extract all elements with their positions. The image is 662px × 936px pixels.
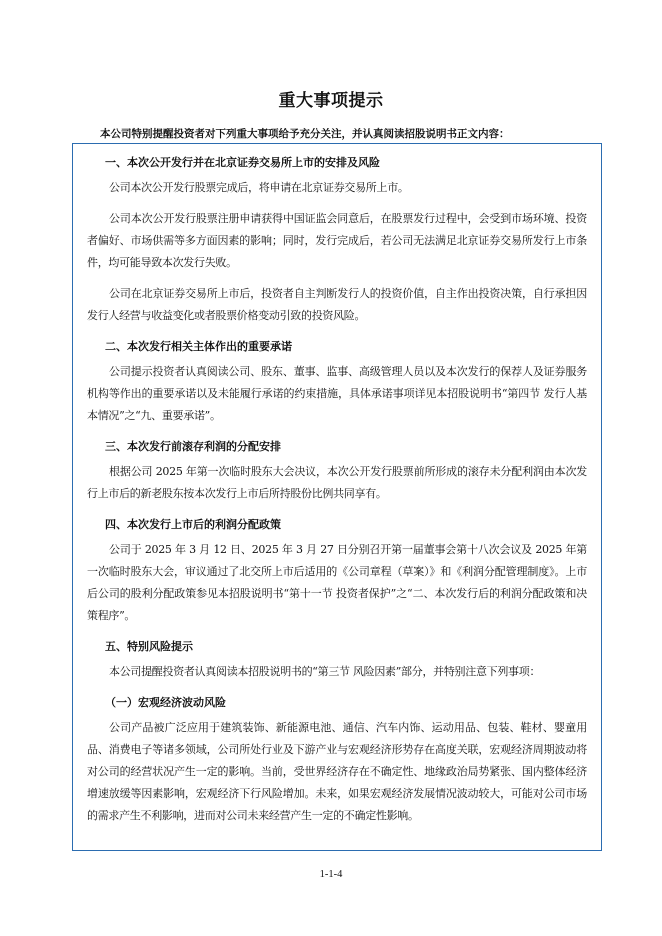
section-heading-5: 五、特别风险提示 <box>105 640 193 653</box>
section-heading-1: 一、本次公开发行并在北京证券交易所上市的安排及风险 <box>105 156 380 169</box>
section-1-paragraph-1: 公司本次公开发行股票完成后，将申请在北京证券交易所上市。 <box>109 181 409 194</box>
section-heading-3: 三、本次发行前滚存利润的分配安排 <box>105 440 281 453</box>
page-number: 1-1-4 <box>319 869 343 880</box>
notice-text: 本公司特别提醒投资者对下列重大事项给予充分关注，并认真阅读招股说明书正文内容： <box>100 128 510 140</box>
subsection-heading-1: （一）宏观经济波动风险 <box>105 696 226 709</box>
content-box <box>72 143 602 851</box>
section-1-paragraph-2: 公司本次公开发行股票注册申请获得中国证监会同意后，在股票发行过程中，会受到市场环境、投资者偏好、市场供需等多方面因素的影响；同时，发行完成后，若公司无法满足北京证券交易所发行上市条件，均可能导致本次发行失败。 <box>87 212 587 269</box>
subsection-paragraph-1: 公司产品被广泛应用于建筑装饰、新能源电池、通信、汽车内饰、运动用品、包装、鞋材、婴童用品、消费电子等诸多领域，公司所处行业及下游产业与宏观经济形势存在高度关联，宏观经济周期波动将对公司的经营状况产生一定的影响。当前，受世界经济存在不确定性、地缘政治局势紧张、国内整体经济增速放缓等因素影响，宏观经济下行风险增加。未来，如果宏观经济发展情况波动较大，可能对公司市场的需求产生不利影响，进而对公司未来经营产生一定的不确定性影响。 <box>87 721 587 822</box>
section-1-paragraph-3: 公司在北京证券交易所上市后，投资者自主判断发行人的投资价值，自主作出投资决策，自行承担因发行人经营与收益变化或者股票价格变动引致的投资风险。 <box>87 287 587 322</box>
section-2-paragraph-1: 公司提示投资者认真阅读公司、股东、董事、监事、高级管理人员以及本次发行的保荐人及证券服务机构等作出的重要承诺以及未能履行承诺的约束措施，具体承诺事项详见本招股说明书“第四节 发行人基本情况”之“九、重要承诺”。 <box>87 365 587 422</box>
section-5-paragraph-1: 本公司提醒投资者认真阅读本招股说明书的“第三节 风险因素”部分，并特别注意下列事项： <box>109 665 541 678</box>
page-title: 重大事项提示 <box>278 91 384 111</box>
section-heading-2: 二、本次发行相关主体作出的重要承诺 <box>105 340 292 353</box>
section-4-paragraph-1: 公司于 2025 年 3 月 12 日、2025 年 3 月 27 日分别召开第一届董事会第十八次会议及 2025 年第一次临时股东大会，审议通过了北交所上市后适用的《公司章程（草案）》和《利润分配管理制度》。上市后公司的股利分配政策参见本招股说明书“第十一节 投资者保护”之“二、本次发行后的利润分配政策和决策程序”。 <box>87 543 587 622</box>
section-3-paragraph-1: 根据公司 2025 年第一次临时股东大会决议，本次公开发行股票前所形成的滚存未分配利润由本次发行上市后的新老股东按本次发行上市后所持股份比例共同享有。 <box>87 465 587 500</box>
section-heading-4: 四、本次发行上市后的利润分配政策 <box>105 518 281 531</box>
